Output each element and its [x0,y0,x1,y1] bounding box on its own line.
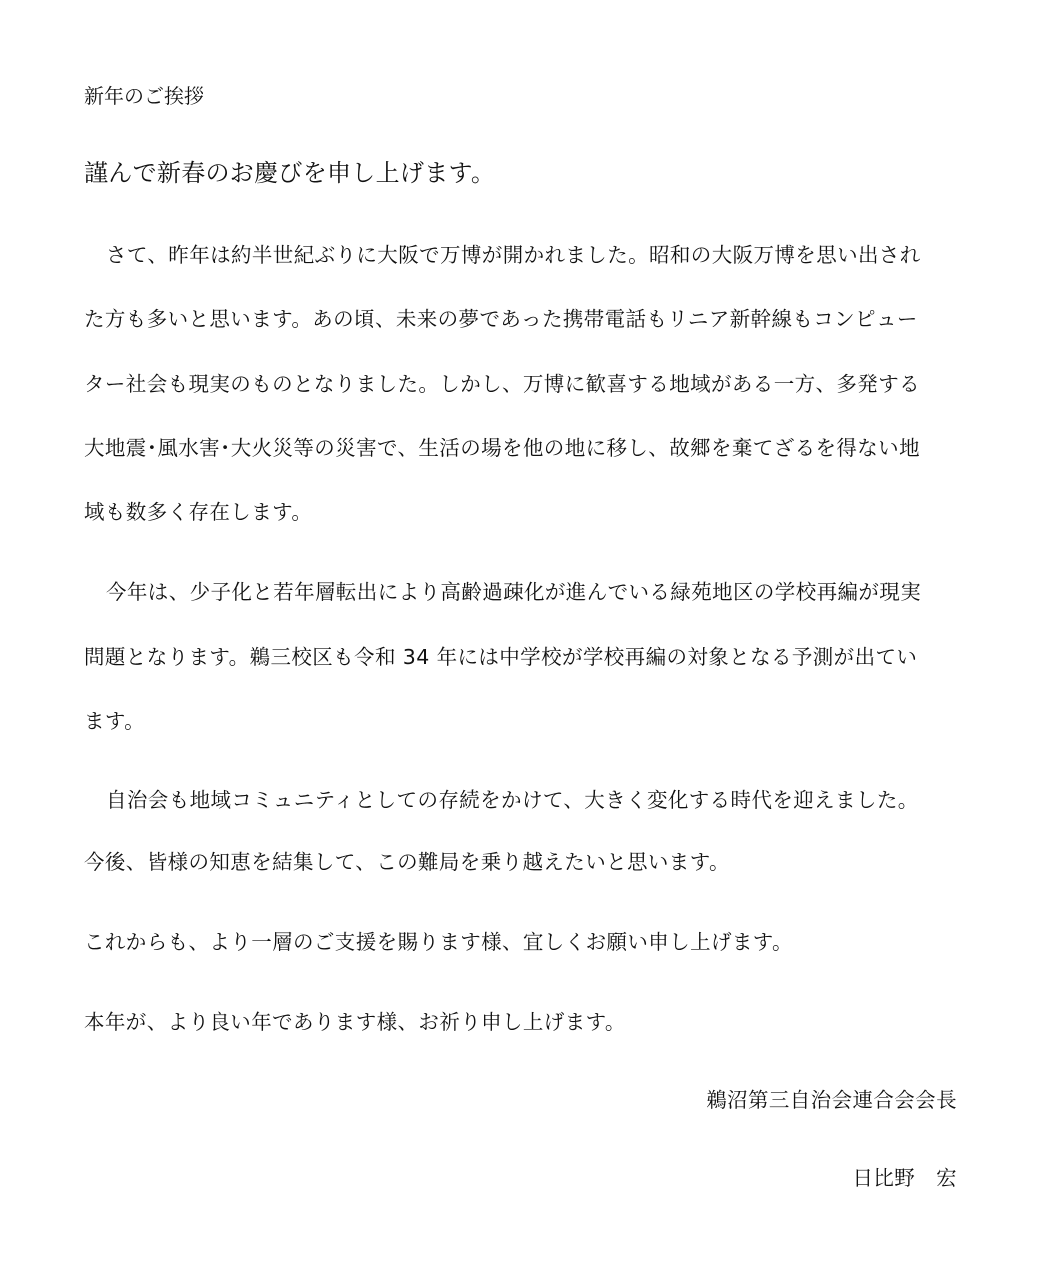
paragraph1-line5: 域も数多く存在します。 [84,500,313,524]
paragraph3-line1: 自治会も地域コミュニティとしての存続をかけて、大きく変化する時代を迎えました。 [106,788,919,812]
greeting-line: 謹んで新春のお慶びを申し上げます。 [84,159,496,187]
paragraph1-line2: た方も多いと思います。あの頃、未来の夢であった携帯電話もリニア新幹線もコンピュー [84,307,918,331]
paragraph1-line4: 大地震･風水害･大火災等の災害で、生活の場を他の地に移し、故郷を棄てざるを得ない地 [84,436,920,460]
signature-organization: 鵜沼第三自治会連合会会長 [706,1088,957,1112]
signature-name: 日比野 宏 [852,1166,957,1190]
paragraph2-line1: 今年は、少子化と若年層転出により高齢過疎化が進んでいる緑苑地区の学校再編が現実 [106,580,922,604]
paragraph1-line1: さて、昨年は約半世紀ぶりに大阪で万博が開かれました。昭和の大阪万博を思い出され [106,243,921,267]
paragraph3-line2: 今後、皆様の知恵を結集して、この難局を乗り越えたいと思います。 [84,850,730,874]
paragraph1-line3: ター社会も現実のものとなりました。しかし、万博に歓喜する地域がある一方、多発する [84,372,920,396]
letter-heading: 新年のご挨拶 [84,84,204,108]
paragraph2-line3: ます。 [84,709,146,733]
closing-line2: 本年が、より良い年であります様、お祈り申し上げます。 [84,1010,626,1034]
paragraph2-line2: 問題となります。鵜三校区も令和 34 年には中学校が学校再編の対象となる予測が出てい [84,645,918,669]
closing-line1: これからも、より一層のご支援を賜ります様、宜しくお願い申し上げます。 [84,930,793,954]
